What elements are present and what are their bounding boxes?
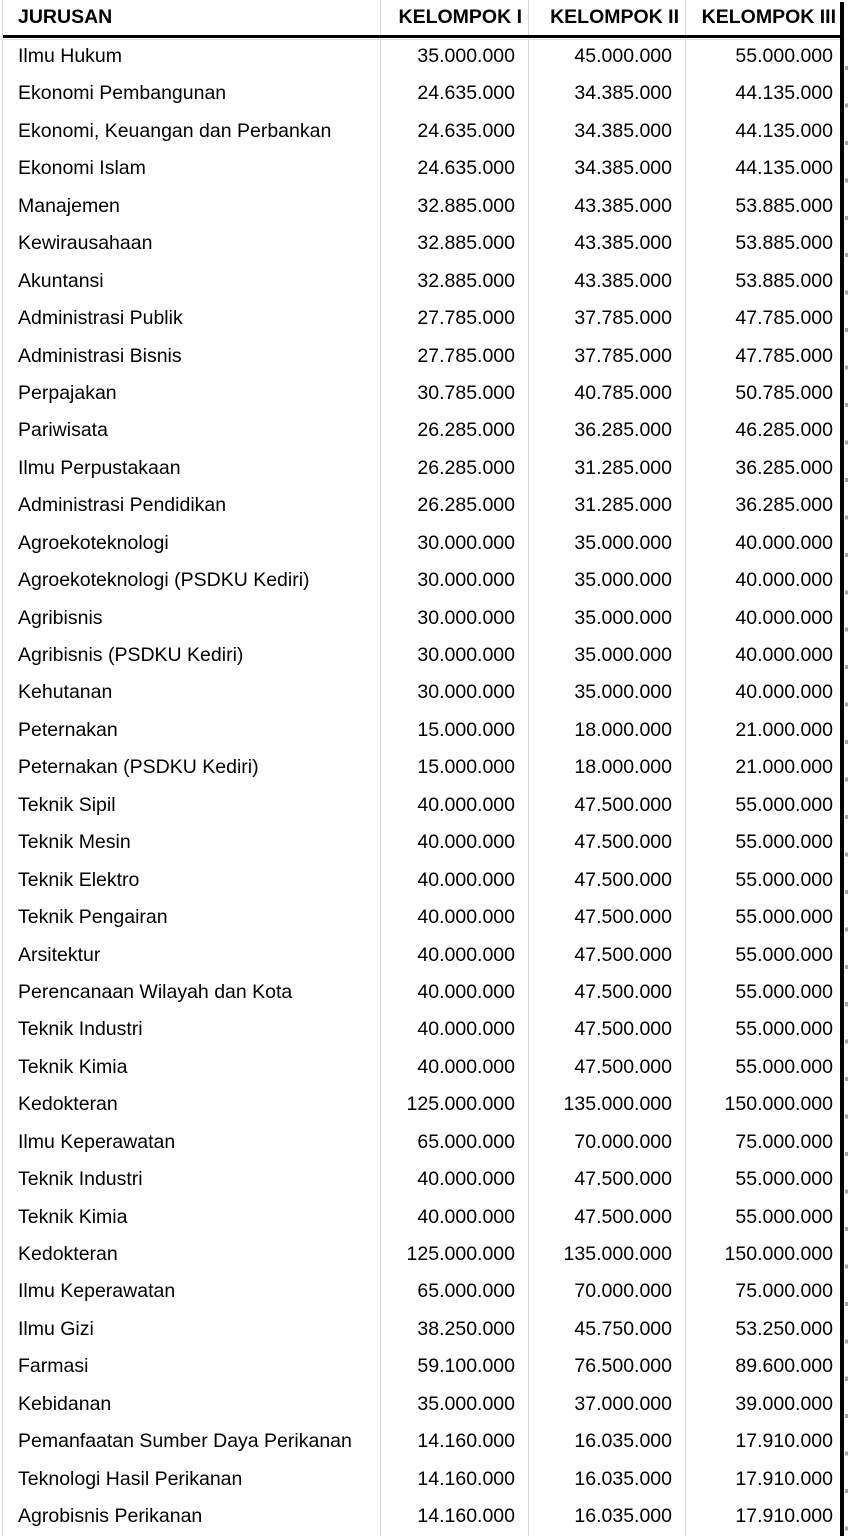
kelompok-ii-cell: 47.500.000 xyxy=(529,974,686,1011)
table-row xyxy=(3,1236,842,1273)
kelompok-ii-cell: 47.500.000 xyxy=(529,937,686,974)
table-row xyxy=(3,1199,842,1236)
table-row xyxy=(3,412,842,449)
kelompok-ii-cell: 35.000.000 xyxy=(529,637,686,674)
kelompok-ii-cell: 35.000.000 xyxy=(529,525,686,562)
kelompok-iii-cell: 46.285.000 xyxy=(735,419,833,442)
kelompok-i-cell: 59.100.000 xyxy=(381,1348,529,1385)
table-row xyxy=(3,150,842,187)
table-row xyxy=(3,338,842,375)
kelompok-iii-cell: 44.135.000 xyxy=(735,119,833,142)
kelompok-i-cell: 40.000.000 xyxy=(381,1011,529,1048)
kelompok-iii-cell: 21.000.000 xyxy=(735,718,833,741)
kelompok-ii-cell: 135.000.000 xyxy=(529,1086,686,1123)
kelompok-ii-cell: 31.285.000 xyxy=(529,450,686,487)
kelompok-ii-cell: 35.000.000 xyxy=(529,674,686,711)
kelompok-i-cell: 30.000.000 xyxy=(381,525,529,562)
kelompok-i-cell: 40.000.000 xyxy=(381,824,529,861)
kelompok-iii-cell: 55.000.000 xyxy=(735,868,833,891)
jurusan-cell: Arsitektur xyxy=(3,937,381,974)
table-row xyxy=(3,1386,842,1423)
kelompok-i-cell: 26.285.000 xyxy=(381,450,529,487)
kelompok-ii-cell: 43.385.000 xyxy=(529,188,686,225)
jurusan-cell: Teknik Pengairan xyxy=(3,899,381,936)
kelompok-iii-cell: 40.000.000 xyxy=(735,531,833,554)
table-row xyxy=(3,225,842,262)
table-row xyxy=(3,824,842,861)
kelompok-iii-cell: 17.910.000 xyxy=(735,1467,833,1490)
kelompok-ii-cell: 35.000.000 xyxy=(529,600,686,637)
table-row xyxy=(3,1348,842,1385)
jurusan-cell: Administrasi Pendidikan xyxy=(3,487,381,524)
table-row xyxy=(3,38,842,75)
table-row xyxy=(3,787,842,824)
table-row xyxy=(3,1311,842,1348)
kelompok-iii-cell: 53.885.000 xyxy=(735,194,833,217)
jurusan-cell: Manajemen xyxy=(3,188,381,225)
kelompok-i-cell: 125.000.000 xyxy=(381,1086,529,1123)
kelompok-ii-cell: 45.750.000 xyxy=(529,1311,686,1348)
jurusan-cell: Teknik Sipil xyxy=(3,787,381,824)
jurusan-cell: Peternakan (PSDKU Kediri) xyxy=(3,749,381,786)
kelompok-i-cell: 40.000.000 xyxy=(381,787,529,824)
kelompok-ii-cell: 40.785.000 xyxy=(529,375,686,412)
table-row xyxy=(3,749,842,786)
kelompok-i-cell: 14.160.000 xyxy=(381,1423,529,1460)
kelompok-iii-cell: 55.000.000 xyxy=(735,793,833,816)
kelompok-ii-cell: 47.500.000 xyxy=(529,1011,686,1048)
kelompok-i-cell: 40.000.000 xyxy=(381,937,529,974)
kelompok-ii-cell: 37.000.000 xyxy=(529,1386,686,1423)
kelompok-i-cell: 14.160.000 xyxy=(381,1461,529,1498)
jurusan-cell: Agroekoteknologi (PSDKU Kediri) xyxy=(3,562,381,599)
jurusan-cell: Ilmu Keperawatan xyxy=(3,1273,381,1310)
table-row xyxy=(3,712,842,749)
kelompok-ii-cell: 31.285.000 xyxy=(529,487,686,524)
kelompok-i-cell: 35.000.000 xyxy=(381,1386,529,1423)
jurusan-cell: Ekonomi Islam xyxy=(3,150,381,187)
kelompok-i-cell: 32.885.000 xyxy=(381,225,529,262)
kelompok-i-cell: 14.160.000 xyxy=(381,1498,529,1535)
jurusan-cell: Perpajakan xyxy=(3,375,381,412)
jurusan-cell: Farmasi xyxy=(3,1348,381,1385)
table-row xyxy=(3,300,842,337)
jurusan-cell: Teknologi Hasil Perikanan xyxy=(3,1461,381,1498)
kelompok-ii-cell: 70.000.000 xyxy=(529,1273,686,1310)
table-row xyxy=(3,1423,842,1460)
table-row xyxy=(3,525,842,562)
kelompok-ii-cell: 36.285.000 xyxy=(529,412,686,449)
kelompok-i-cell: 40.000.000 xyxy=(381,974,529,1011)
jurusan-cell: Kedokteran xyxy=(3,1236,381,1273)
table-row xyxy=(3,937,842,974)
kelompok-ii-cell: 16.035.000 xyxy=(529,1461,686,1498)
kelompok-i-cell: 30.000.000 xyxy=(381,674,529,711)
jurusan-cell: Ekonomi, Keuangan dan Perbankan xyxy=(3,113,381,150)
jurusan-cell: Ilmu Keperawatan xyxy=(3,1124,381,1161)
jurusan-cell: Ilmu Hukum xyxy=(3,38,381,75)
kelompok-iii-cell: 40.000.000 xyxy=(735,569,833,592)
kelompok-i-cell: 15.000.000 xyxy=(381,712,529,749)
table-row xyxy=(3,263,842,300)
table-row xyxy=(3,487,842,524)
kelompok-i-cell: 27.785.000 xyxy=(381,338,529,375)
table-row xyxy=(3,1086,842,1123)
kelompok-iii-cell: 55.000.000 xyxy=(735,1168,833,1191)
jurusan-cell: Pemanfaatan Sumber Daya Perikanan xyxy=(3,1423,381,1460)
kelompok-iii-cell: 53.250.000 xyxy=(735,1317,833,1340)
jurusan-cell: Kebidanan xyxy=(3,1386,381,1423)
kelompok-iii-cell: 44.135.000 xyxy=(735,82,833,105)
table-row xyxy=(3,1011,842,1048)
jurusan-cell: Kewirausahaan xyxy=(3,225,381,262)
kelompok-ii-cell: 34.385.000 xyxy=(529,75,686,112)
column-header-jurusan: JURUSAN xyxy=(3,0,381,35)
kelompok-i-cell: 38.250.000 xyxy=(381,1311,529,1348)
kelompok-iii-cell: 44.135.000 xyxy=(735,157,833,180)
jurusan-cell: Teknik Industri xyxy=(3,1161,381,1198)
kelompok-ii-cell: 47.500.000 xyxy=(529,1199,686,1236)
table-row xyxy=(3,562,842,599)
kelompok-iii-cell: 55.000.000 xyxy=(735,943,833,966)
jurusan-cell: Agrobisnis Perikanan xyxy=(3,1498,381,1535)
kelompok-i-cell: 24.635.000 xyxy=(381,113,529,150)
kelompok-i-cell: 125.000.000 xyxy=(381,1236,529,1273)
kelompok-i-cell: 35.000.000 xyxy=(381,38,529,75)
kelompok-iii-cell: 40.000.000 xyxy=(735,681,833,704)
kelompok-iii-cell: 47.785.000 xyxy=(735,344,833,367)
kelompok-ii-cell: 43.385.000 xyxy=(529,263,686,300)
kelompok-iii-cell: 55.000.000 xyxy=(735,1055,833,1078)
kelompok-iii-cell: 75.000.000 xyxy=(735,1130,833,1153)
fee-table xyxy=(2,0,842,1536)
kelompok-iii-cell: 55.000.000 xyxy=(735,831,833,854)
table-row xyxy=(3,974,842,1011)
kelompok-ii-cell: 45.000.000 xyxy=(529,38,686,75)
jurusan-cell: Teknik Mesin xyxy=(3,824,381,861)
kelompok-iii-cell: 36.285.000 xyxy=(735,456,833,479)
kelompok-iii-cell: 17.910.000 xyxy=(735,1430,833,1453)
kelompok-ii-cell: 34.385.000 xyxy=(529,150,686,187)
kelompok-ii-cell: 47.500.000 xyxy=(529,899,686,936)
kelompok-iii-cell: 75.000.000 xyxy=(735,1280,833,1303)
jurusan-cell: Perencanaan Wilayah dan Kota xyxy=(3,974,381,1011)
kelompok-i-cell: 26.285.000 xyxy=(381,412,529,449)
kelompok-i-cell: 30.785.000 xyxy=(381,375,529,412)
kelompok-iii-cell: 21.000.000 xyxy=(735,756,833,779)
jurusan-cell: Peternakan xyxy=(3,712,381,749)
jurusan-cell: Akuntansi xyxy=(3,263,381,300)
kelompok-i-cell: 27.785.000 xyxy=(381,300,529,337)
kelompok-i-cell: 40.000.000 xyxy=(381,1199,529,1236)
kelompok-i-cell: 32.885.000 xyxy=(381,263,529,300)
jurusan-cell: Teknik Industri xyxy=(3,1011,381,1048)
jurusan-cell: Teknik Elektro xyxy=(3,862,381,899)
kelompok-iii-cell: 17.910.000 xyxy=(735,1505,833,1528)
table-row xyxy=(3,1498,842,1535)
kelompok-ii-cell: 47.500.000 xyxy=(529,787,686,824)
jurusan-cell: Ilmu Gizi xyxy=(3,1311,381,1348)
kelompok-iii-cell: 55.000.000 xyxy=(735,906,833,929)
table-row xyxy=(3,1273,842,1310)
table-row xyxy=(3,450,842,487)
kelompok-i-cell: 24.635.000 xyxy=(381,150,529,187)
table-row xyxy=(3,375,842,412)
kelompok-iii-cell: 55.000.000 xyxy=(735,45,833,67)
jurusan-cell: Administrasi Publik xyxy=(3,300,381,337)
kelompok-i-cell: 30.000.000 xyxy=(381,562,529,599)
kelompok-ii-cell: 16.035.000 xyxy=(529,1498,686,1535)
kelompok-ii-cell: 47.500.000 xyxy=(529,862,686,899)
column-header-kelompok-iii: KELOMPOK III xyxy=(701,6,836,28)
kelompok-ii-cell: 135.000.000 xyxy=(529,1236,686,1273)
kelompok-iii-cell: 55.000.000 xyxy=(735,1018,833,1041)
jurusan-cell: Agribisnis xyxy=(3,600,381,637)
kelompok-iii-cell: 55.000.000 xyxy=(735,980,833,1003)
kelompok-iii-cell: 89.600.000 xyxy=(735,1355,833,1378)
jurusan-cell: Teknik Kimia xyxy=(3,1049,381,1086)
table-right-border xyxy=(840,2,844,1536)
jurusan-cell: Kedokteran xyxy=(3,1086,381,1123)
table-row xyxy=(3,637,842,674)
kelompok-iii-cell: 150.000.000 xyxy=(724,1093,833,1116)
table-row xyxy=(3,113,842,150)
kelompok-iii-cell: 47.785.000 xyxy=(735,307,833,330)
table-row xyxy=(3,674,842,711)
kelompok-i-cell: 40.000.000 xyxy=(381,899,529,936)
kelompok-ii-cell: 47.500.000 xyxy=(529,1049,686,1086)
kelompok-ii-cell: 18.000.000 xyxy=(529,749,686,786)
jurusan-cell: Ilmu Perpustakaan xyxy=(3,450,381,487)
kelompok-i-cell: 15.000.000 xyxy=(381,749,529,786)
kelompok-i-cell: 65.000.000 xyxy=(381,1124,529,1161)
kelompok-i-cell: 40.000.000 xyxy=(381,862,529,899)
jurusan-cell: Pariwisata xyxy=(3,412,381,449)
kelompok-iii-cell: 36.285.000 xyxy=(735,494,833,517)
kelompok-i-cell: 32.885.000 xyxy=(381,188,529,225)
table-header-row xyxy=(3,0,842,38)
jurusan-cell: Administrasi Bisnis xyxy=(3,338,381,375)
kelompok-ii-cell: 34.385.000 xyxy=(529,113,686,150)
table-body xyxy=(3,38,842,1536)
kelompok-iii-cell: 40.000.000 xyxy=(735,606,833,629)
table-row xyxy=(3,75,842,112)
kelompok-ii-cell: 37.785.000 xyxy=(529,338,686,375)
kelompok-i-cell: 40.000.000 xyxy=(381,1049,529,1086)
kelompok-ii-cell: 70.000.000 xyxy=(529,1124,686,1161)
table-row xyxy=(3,1049,842,1086)
table-row xyxy=(3,1124,842,1161)
table-row xyxy=(3,600,842,637)
kelompok-iii-cell: 40.000.000 xyxy=(735,644,833,666)
kelompok-ii-cell: 76.500.000 xyxy=(529,1348,686,1385)
cropped-gridline-stubs xyxy=(845,66,848,1534)
jurusan-cell: Agroekoteknologi xyxy=(3,525,381,562)
kelompok-iii-cell: 39.000.000 xyxy=(735,1392,833,1415)
table-row xyxy=(3,862,842,899)
column-header-kelompok-ii: KELOMPOK II xyxy=(529,0,686,35)
header-divider-shadow xyxy=(0,39,845,40)
kelompok-i-cell: 40.000.000 xyxy=(381,1161,529,1198)
kelompok-ii-cell: 35.000.000 xyxy=(529,562,686,599)
kelompok-iii-cell: 150.000.000 xyxy=(724,1243,833,1265)
kelompok-ii-cell: 16.035.000 xyxy=(529,1423,686,1460)
kelompok-i-cell: 26.285.000 xyxy=(381,487,529,524)
kelompok-iii-cell: 53.885.000 xyxy=(735,269,833,292)
kelompok-iii-cell: 55.000.000 xyxy=(735,1205,833,1228)
table-row xyxy=(3,1461,842,1498)
column-header-kelompok-i: KELOMPOK I xyxy=(381,0,529,35)
table-row xyxy=(3,188,842,225)
kelompok-iii-cell: 50.785.000 xyxy=(735,381,833,404)
kelompok-i-cell: 30.000.000 xyxy=(381,600,529,637)
jurusan-cell: Agribisnis (PSDKU Kediri) xyxy=(3,637,381,674)
kelompok-ii-cell: 47.500.000 xyxy=(529,1161,686,1198)
kelompok-i-cell: 65.000.000 xyxy=(381,1273,529,1310)
kelompok-ii-cell: 18.000.000 xyxy=(529,712,686,749)
kelompok-ii-cell: 37.785.000 xyxy=(529,300,686,337)
jurusan-cell: Kehutanan xyxy=(3,674,381,711)
kelompok-ii-cell: 47.500.000 xyxy=(529,824,686,861)
table-row xyxy=(3,899,842,936)
jurusan-cell: Ekonomi Pembangunan xyxy=(3,75,381,112)
kelompok-i-cell: 30.000.000 xyxy=(381,637,529,674)
jurusan-cell: Teknik Kimia xyxy=(3,1199,381,1236)
kelompok-ii-cell: 43.385.000 xyxy=(529,225,686,262)
table-row xyxy=(3,1161,842,1198)
kelompok-i-cell: 24.635.000 xyxy=(381,75,529,112)
kelompok-iii-cell: 53.885.000 xyxy=(735,232,833,255)
